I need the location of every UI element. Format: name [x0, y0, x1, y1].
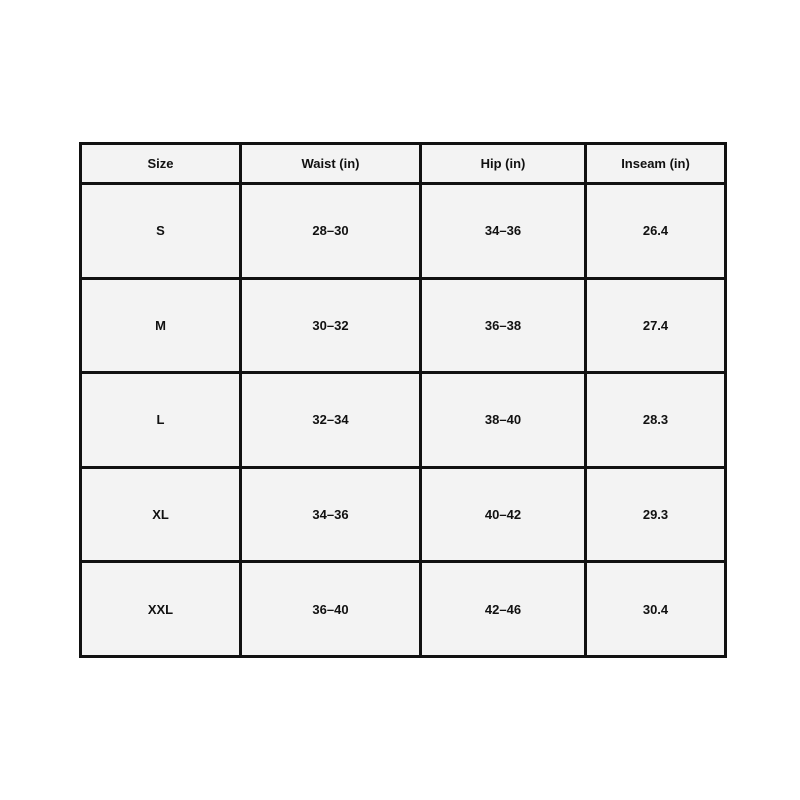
table-row: [81, 467, 726, 562]
waist-cell: 32–34: [241, 373, 421, 468]
hip-cell: 36–38: [421, 278, 586, 373]
size-cell: XXL: [81, 562, 241, 657]
waist-cell: 28–30: [241, 184, 421, 279]
size-chart-body: [81, 184, 726, 657]
inseam-cell: 30.4: [586, 562, 726, 657]
hip-cell: 38–40: [421, 373, 586, 468]
inseam-cell: 28.3: [586, 373, 726, 468]
hip-cell: 42–46: [421, 562, 586, 657]
header-inseam: Inseam (in): [586, 144, 726, 184]
header-size: Size: [81, 144, 241, 184]
size-chart-header: [81, 144, 726, 184]
size-chart-table: [79, 142, 727, 658]
waist-cell: 34–36: [241, 467, 421, 562]
table-row: [81, 562, 726, 657]
table-row: [81, 373, 726, 468]
header-row: [81, 144, 726, 184]
inseam-cell: 26.4: [586, 184, 726, 279]
inseam-cell: 27.4: [586, 278, 726, 373]
hip-cell: 40–42: [421, 467, 586, 562]
waist-cell: 30–32: [241, 278, 421, 373]
hip-cell: 34–36: [421, 184, 586, 279]
table-row: [81, 184, 726, 279]
table-row: [81, 278, 726, 373]
size-cell: M: [81, 278, 241, 373]
inseam-cell: 29.3: [586, 467, 726, 562]
header-waist: Waist (in): [241, 144, 421, 184]
header-hip: Hip (in): [421, 144, 586, 184]
size-cell: XL: [81, 467, 241, 562]
waist-cell: 36–40: [241, 562, 421, 657]
size-cell: S: [81, 184, 241, 279]
size-cell: L: [81, 373, 241, 468]
